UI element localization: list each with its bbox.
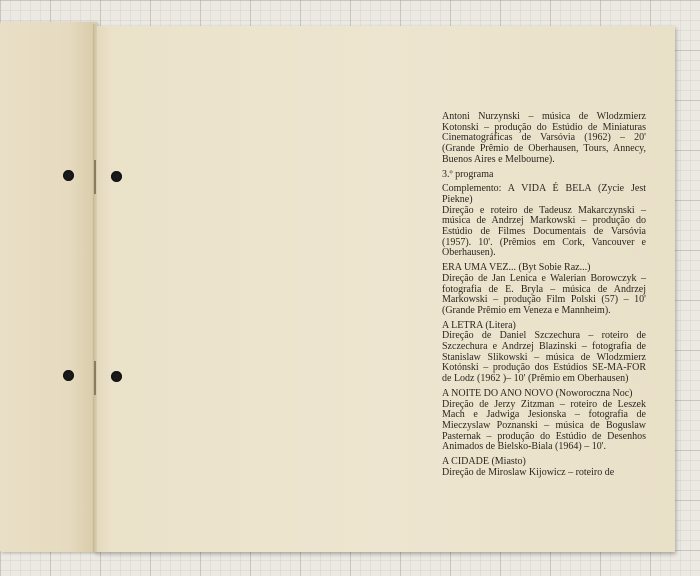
booklet-spine	[93, 24, 97, 552]
left-page	[0, 22, 97, 552]
film-title: A CIDADE (Miasto)	[442, 456, 526, 468]
film-title: ERA UMA VEZ... (Byt Sobie Raz...)	[442, 262, 591, 274]
credits-paragraph: Antoni Nurzynski – música de Wlodzmierz Kotonski – produção do Estúdio de Miniaturas Cinematográficas de Varsóvia (1962) – 20' (Grande Prêmio de Oberhausen, Tours, Annecy, Buenos Aires e Melbourne).	[442, 111, 646, 165]
film-title: Complemento: A VIDA É BELA (Zycie Jest Piekne)	[442, 183, 646, 205]
film-credits: Direção de Daniel Szczechura – roteiro de Szczechura e Andrzej Blazinski – fotografia de Stanislaw Slikowski – música de Wlodzmierz Kotónski – produção dos Estúdios SE-MA-FOR de Lodz (1962 )– 10' (Prêmio em Oberhausen)	[442, 330, 646, 385]
film-credits: Direção de Jan Lenica e Walerian Borowczyk – fotografia de E. Bryla – música de Andrzej Markowski – produção Film Polski (57) – 10' (Grande Prêmio em Veneza e Mannheim).	[442, 272, 646, 316]
film-title: A LETRA (Litera)	[442, 319, 516, 331]
film-credits: Direção e roteiro de Tadeusz Makarczynski – música de Andrzej Markowski – produção do Estúdio de Filmes Documentais de Varsóvia (1957). 10'. (Prêmios em Cork, Vancouver e Oberhausen).	[442, 204, 646, 259]
binding-thread-upper	[94, 160, 96, 194]
binding-thread-lower	[94, 361, 96, 395]
punch-hole-upper-right	[111, 171, 122, 182]
film-program-text	[442, 112, 646, 483]
film-credits: Direção de Miroslaw Kijowicz – roteiro de	[442, 466, 615, 478]
film-title: A NOITE DO ANO NOVO (Noworoczna Noc)	[442, 387, 633, 399]
program-heading: 3.º programa	[442, 168, 494, 180]
punch-hole-lower-left	[63, 370, 74, 381]
punch-hole-lower-right	[111, 371, 122, 382]
film-credits: Direção de Jerzy Zitzman – roteiro de Leszek Mach e Jadwiga Jesionska – fotografia de Mieczyslaw Poznanski – música de Boguslaw Pasternak – produção do Estúdio de Desenhos Animados de Bielsko-Biala (1964) – 10'.	[442, 398, 646, 453]
punch-hole-upper-left	[63, 170, 74, 181]
